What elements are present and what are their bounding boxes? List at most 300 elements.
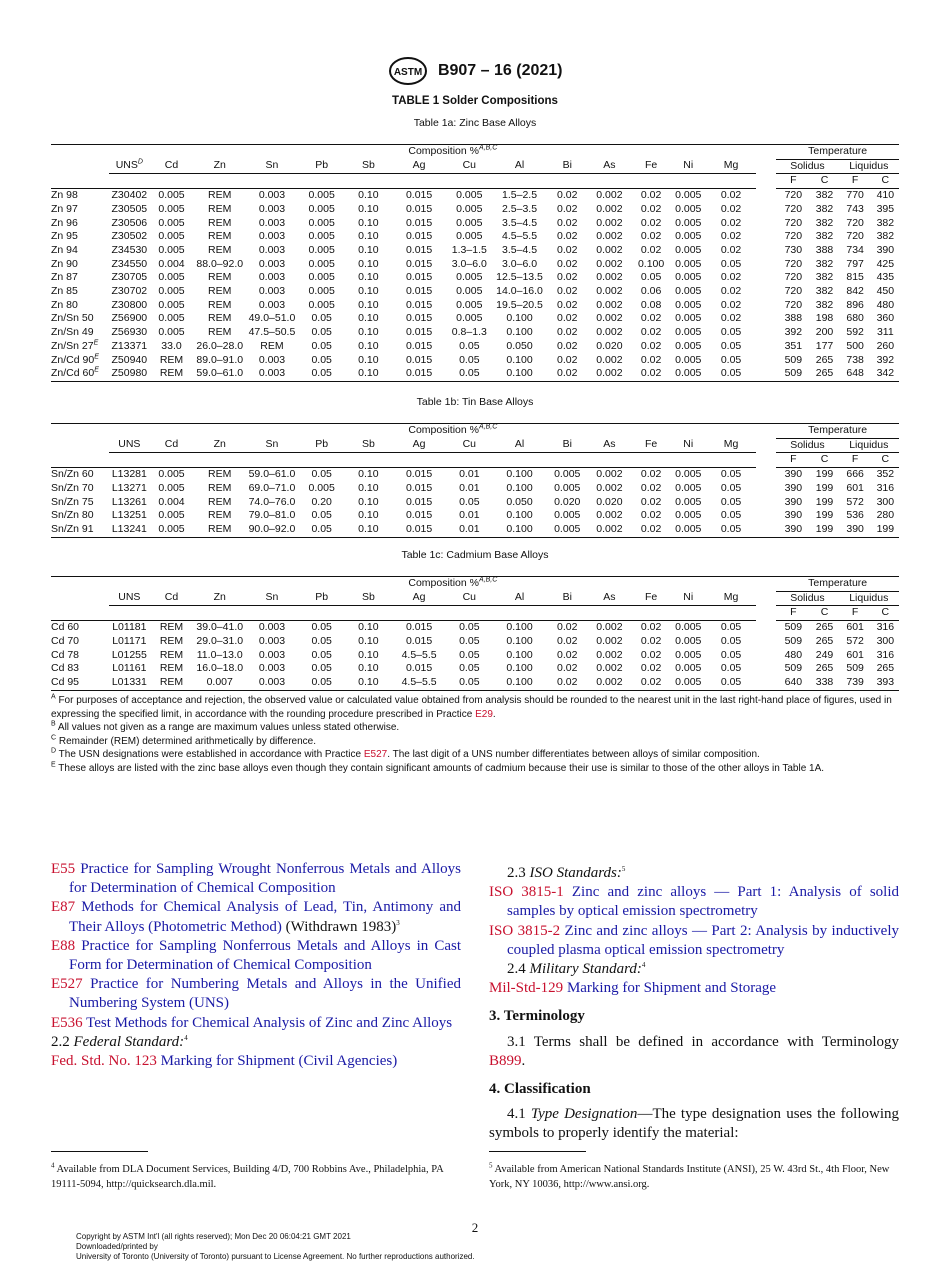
liquidus-header: Liquidus: [839, 438, 899, 453]
temp-cell: 500: [846, 339, 864, 352]
unit-header: C: [810, 453, 838, 468]
table-cell: 0.005: [308, 243, 335, 256]
table-cell: 0.05: [447, 367, 492, 381]
table-cell: 0.005: [675, 339, 702, 352]
table-cell: 26.0–28.0: [196, 339, 244, 352]
table-cell: 0.005: [675, 662, 702, 675]
table-cell: 0.100: [506, 621, 533, 634]
alloy-name: Zn 96: [51, 216, 78, 229]
uns-cell: Z50980: [109, 367, 149, 381]
table-cell: 0.02: [547, 367, 587, 381]
alloy-name: Zn 87: [51, 271, 78, 284]
table-cell: 0.003: [258, 230, 286, 243]
table-cell: 0.10: [358, 230, 379, 243]
table-cell: 0.02: [720, 298, 742, 311]
temperature-header: Temperature: [776, 145, 899, 160]
temp-cell: 734: [846, 243, 864, 256]
reference-e527[interactable]: E527 Practice for Numbering Metals and Alloys in the Unified Numbering System (UNS): [51, 976, 462, 1012]
temp-cell: 300: [876, 634, 895, 647]
temp-cell: 265: [815, 662, 834, 675]
table-cell: 0.002: [596, 243, 623, 256]
table-cell: 0.005: [149, 523, 193, 537]
table-cell: 0.050: [506, 339, 533, 352]
uns-cell: Z34550: [111, 257, 148, 270]
table-cell: 0.10: [358, 509, 379, 522]
page-header: [0, 56, 950, 86]
table-cell: 0.002: [596, 634, 623, 647]
alloy-name: Cd 78: [51, 648, 80, 661]
iso-standards-heading: 2.3 ISO Standards:$^5$: [507, 865, 626, 881]
table-cell: 0.05: [720, 662, 742, 675]
temp-cell: 720: [784, 285, 803, 298]
table-cell: 0.005: [308, 230, 335, 243]
reference-iso-3815-2[interactable]: ISO 3815-2 Zinc and zinc alloys — Part 2: Analysis by inductively coupled plasma optical emission spectrometry: [489, 922, 900, 958]
reference-e536[interactable]: E536 Test Methods for Chemical Analysis of Zinc and Zinc Alloys: [51, 1014, 453, 1031]
table-cell: 0.02: [557, 648, 578, 661]
table-cell: 0.05: [706, 367, 756, 381]
alloy-name: Cd 95: [51, 676, 109, 690]
table-cell: 0.005: [554, 481, 581, 494]
column-header: Ag: [391, 159, 446, 174]
e29-link[interactable]: E29: [475, 708, 493, 720]
unit-header: F: [776, 453, 810, 468]
unit-header: F: [776, 606, 810, 621]
uns-cell: Z30705: [111, 271, 148, 284]
table-cell: 0.05: [706, 676, 756, 690]
table-cell: REM: [208, 468, 232, 481]
temp-cell: 382: [815, 189, 834, 202]
solidus-header: Solidus: [776, 438, 838, 453]
table-cell: 0.002: [596, 648, 623, 661]
temp-cell: 666: [846, 468, 864, 481]
table-cell: 0.02: [640, 353, 662, 366]
table-cell: 0.100: [506, 648, 533, 661]
note-c: $^C$ Remainder (REM) determined arithmetically by difference.: [51, 734, 316, 747]
table-cell: 0.02: [557, 326, 578, 339]
table-cell: 0.02: [640, 230, 662, 243]
document-designation: B907 – 16 (2021): [437, 62, 563, 79]
table-cell: 0.015: [405, 481, 433, 494]
table-cell: 0.02: [557, 298, 578, 311]
alloy-name: Sn/Zn 80: [51, 509, 94, 522]
table-cell: 3.0–6.0: [502, 257, 538, 270]
composition-header: Composition %$^{A,B,C}$: [149, 577, 756, 592]
table-cell: 0.02: [640, 662, 662, 675]
column-header: As: [587, 438, 631, 453]
table-cell: 0.100: [506, 468, 533, 481]
table-row: [51, 523, 899, 537]
temp-cell: 720: [784, 216, 803, 229]
table-cell: 0.005: [675, 621, 702, 634]
table-cell: 0.003: [258, 621, 286, 634]
terminology-heading: 3. Terminology: [489, 1008, 585, 1025]
table-cell: 0.10: [358, 243, 379, 256]
table-cell: 0.005: [671, 367, 706, 381]
table-cell: 0.05: [311, 326, 332, 339]
table-cell: 0.005: [675, 243, 702, 256]
temp-cell: 509: [784, 353, 803, 366]
alloy-name: Sn/Zn 70: [51, 481, 94, 494]
table-cell: 0.003: [246, 676, 298, 690]
table-title: TABLE 1 Solder Compositions: [392, 95, 558, 107]
copyright-notice: Copyright by ASTM Int'l (all rights reserved); Mon Dec 20 06:04:21 GMT 2021 Downloaded/printed by University of Toronto (University of Toronto) pursuant to License Agreement. No further reproductions authorized.: [76, 1232, 475, 1261]
table-cell: 0.015: [405, 216, 433, 229]
table-cell: 0.005: [554, 468, 581, 481]
temp-cell: 842: [846, 285, 864, 298]
table-cell: 0.015: [405, 285, 433, 298]
table-cell: 0.10: [358, 468, 379, 481]
table-cell: 0.003: [258, 353, 286, 366]
column-header: Pb: [298, 591, 345, 606]
column-header: Cd: [149, 438, 193, 453]
table-cell: 0.02: [557, 353, 578, 366]
table-c-title: Table 1c: Cadmium Base Alloys: [401, 549, 549, 561]
solidus-header: Solidus: [776, 591, 838, 606]
alloy-name: Sn/Zn 75: [51, 495, 94, 508]
composition-header: Composition %$^{A,B,C}$: [149, 145, 756, 160]
table-cell: 0.02: [640, 243, 662, 256]
table-cell: REM: [208, 298, 232, 311]
table-cell: 0.02: [720, 243, 742, 256]
table-cell: 14.0–16.0: [496, 285, 543, 298]
alloy-name: Zn 98: [51, 189, 78, 202]
uns-cell: L01181: [112, 621, 147, 634]
note-d: $^D$ The USN designations were established in accordance with Practice E527. The last digit of a UNS number differentiates between alloys of similar composition.: [51, 747, 760, 760]
mil-std-ref[interactable]: Mil-Std-129 Marking for Shipment and Storage: [489, 980, 777, 997]
table-cell: 0.005: [308, 298, 335, 311]
table-cell: 0.015: [405, 326, 433, 339]
table-cell: 0.02: [557, 271, 578, 284]
unit-header: F: [839, 453, 872, 468]
table-cell: REM: [208, 326, 232, 339]
table-cell: 0.02: [557, 621, 578, 634]
table-cell: 0.003: [258, 257, 286, 270]
table-cell: 90.0–92.0: [246, 523, 298, 537]
column-header: Mg: [706, 438, 756, 453]
table-cell: 0.005: [671, 523, 706, 537]
temp-cell: 720: [784, 257, 803, 270]
temp-cell: 509: [784, 621, 803, 634]
table-row: [51, 271, 899, 285]
temp-cell: 390: [784, 468, 803, 481]
table-cell: REM: [208, 481, 232, 494]
table-cell: 0.05: [311, 353, 332, 366]
uns-cell: Z56900: [111, 312, 148, 325]
column-header: Ag: [391, 438, 446, 453]
column-header: Mg: [706, 159, 756, 174]
temperature-header: Temperature: [776, 577, 899, 592]
header-row-1: [51, 145, 899, 160]
table-cell: 0.005: [308, 481, 335, 494]
table-cell: 0.005: [158, 285, 185, 298]
table-cell: 0.005: [308, 189, 335, 202]
table-cell: 0.020: [554, 495, 581, 508]
table-cell: 0.015: [405, 495, 433, 508]
table-cell: 0.10: [358, 621, 379, 634]
temp-cell: 177: [815, 339, 834, 352]
table-cell: 0.01: [447, 523, 492, 537]
table-cell: 0.005: [456, 271, 483, 284]
table-cell: 0.005: [456, 298, 483, 311]
table-cell: 0.015: [405, 621, 433, 634]
table-cell: 0.10: [358, 285, 379, 298]
alloy-name: Sn/Zn 60: [51, 468, 94, 481]
table-cell: 0.05: [720, 634, 742, 647]
table-cell: 0.05: [311, 468, 332, 481]
table-cell: 0.005: [308, 285, 335, 298]
svg-text:ASTM: ASTM: [393, 67, 422, 78]
table-cell: 0.002: [596, 621, 623, 634]
table-cell: 0.02: [640, 468, 662, 481]
table-cell: 0.02: [720, 202, 742, 215]
table-cell: 0.8–1.3: [451, 326, 487, 339]
table-cell: 0.20: [311, 495, 332, 508]
table-cell: 0.05: [447, 676, 492, 690]
table-cell: 0.05: [311, 648, 332, 661]
table-cell: 0.005: [456, 216, 483, 229]
temp-cell: 572: [846, 495, 864, 508]
table-cell: 0.005: [158, 271, 185, 284]
table-cell: REM: [149, 367, 193, 381]
table-cell: 88.0–92.0: [196, 257, 244, 270]
table-cell: 0.005: [158, 326, 185, 339]
temp-cell: 797: [846, 257, 864, 270]
table-cell: 0.005: [158, 189, 185, 202]
temp-cell: 392: [876, 353, 895, 366]
column-header: Fe: [632, 159, 671, 174]
table-cell: 0.05: [720, 621, 742, 634]
table-cell: 0.10: [358, 202, 379, 215]
table-cell: 0.100: [506, 634, 533, 647]
temp-cell: 388: [784, 312, 803, 325]
table-cell: 0.005: [675, 271, 702, 284]
reference-e87[interactable]: E87 Methods for Chemical Analysis of Lead, Tin, Antimony and Their Alloys (Photometric Method) (Withdrawn 1983)$^3$: [51, 899, 461, 935]
table-cell: 39.0–41.0: [196, 621, 244, 634]
temp-cell: 382: [815, 285, 834, 298]
table-cell: 0.005: [308, 216, 335, 229]
table-cell: 0.02: [720, 189, 742, 202]
column-header: Pb: [298, 159, 345, 174]
table-cell: 1.5–2.5: [502, 189, 538, 202]
temp-cell: 390: [776, 523, 810, 537]
table-cell: 0.002: [587, 367, 631, 381]
table-cell: 0.015: [391, 367, 446, 381]
table-cell: 0.005: [675, 312, 702, 325]
classification-text: 4.1 Type Designation—The type designation uses the following symbols to properly identify the material:: [489, 1106, 899, 1142]
table-cell: 0.05: [640, 271, 662, 284]
header-row-3: [51, 174, 899, 189]
column-header: Sn: [246, 438, 298, 453]
table-cell: 0.02: [640, 202, 662, 215]
temp-cell: 730: [784, 243, 803, 256]
unit-header: C: [810, 606, 838, 621]
temp-cell: 509: [784, 634, 803, 647]
unit-header: C: [872, 174, 899, 189]
table-cell: 0.002: [596, 271, 623, 284]
table-cell: 0.003: [258, 648, 286, 661]
column-header: Ni: [671, 438, 706, 453]
table-cell: 0.02: [640, 648, 662, 661]
table-cell: 0.020: [596, 495, 623, 508]
table-row: [51, 635, 899, 649]
table-cell: 0.005: [675, 216, 702, 229]
uns-cell: Z56930: [111, 326, 148, 339]
table-cell: 0.100: [506, 481, 533, 494]
table-cell: 0.002: [596, 230, 623, 243]
temp-cell: 198: [815, 312, 834, 325]
table-cell: 0.005: [675, 285, 702, 298]
temp-cell: 199: [815, 468, 834, 481]
table-cell: 0.05: [298, 676, 345, 690]
temp-cell: 410: [876, 189, 895, 202]
table-cell: 0.100: [506, 509, 533, 522]
temp-cell: 509: [784, 662, 803, 675]
table-cell: 0.02: [640, 312, 662, 325]
table-cell: 4.5–5.5: [391, 676, 446, 690]
table-cell: REM: [159, 621, 184, 634]
table-cell: 0.02: [720, 285, 742, 298]
table-cell: 0.005: [158, 202, 185, 215]
table-cell: 0.02: [640, 634, 662, 647]
header-row-3: [51, 606, 899, 621]
uns-cell: Z30402: [111, 189, 148, 202]
alloy-name: Zn/Sn $27^E$: [51, 339, 99, 352]
column-header: Sb: [345, 438, 391, 453]
table-cell: 11.0–13.0: [196, 648, 243, 661]
column-header: Al: [492, 438, 547, 453]
temp-cell: 382: [876, 216, 895, 229]
table-cell: 0.10: [358, 216, 379, 229]
reference-e55[interactable]: E55 Practice for Sampling Wrought Nonferrous Metals and Alloys for Determination of Chemical Composition: [51, 861, 462, 897]
table-cell: REM: [149, 676, 193, 690]
temp-cell: 680: [846, 312, 864, 325]
table-cell: 0.002: [587, 523, 631, 537]
table-cell: 3.5–4.5: [502, 216, 538, 229]
table-row: [51, 189, 899, 203]
table-cell: REM: [208, 509, 232, 522]
temperature-header: Temperature: [776, 424, 899, 439]
table-cell: 0.005: [456, 312, 483, 325]
temp-cell: 249: [815, 648, 834, 661]
column-header: As: [587, 159, 631, 174]
table-cell: REM: [208, 312, 232, 325]
tin-base-alloys-table: [51, 423, 899, 538]
table-cell: 0.020: [596, 339, 623, 352]
alloy-name: Zn/Sn 50: [51, 312, 94, 325]
table-cell: 0.005: [675, 509, 702, 522]
alloy-name: Zn/Cd $90^E$: [51, 353, 99, 366]
table-cell: 0.005: [158, 230, 185, 243]
temp-cell: 338: [810, 676, 838, 690]
liquidus-header: Liquidus: [839, 591, 899, 606]
federal-standard-heading: 2.2 Federal Standard:$^4$: [51, 1033, 188, 1050]
column-header: As: [587, 591, 631, 606]
table-cell: 0.005: [675, 257, 702, 270]
cadmium-base-alloys-table: [51, 576, 899, 691]
note-a: $^A$ For purposes of acceptance and rejection, the observed value or calculated value obtained from analysis should be rounded to the nearest unit in the last right-hand place of figures, used in expressing the specified limit, in accordance with the rounding procedure prescribed in Practice E29.: [51, 693, 892, 720]
table-cell: 0.02: [557, 285, 578, 298]
table-cell: 0.05: [459, 648, 480, 661]
column-header: Cu: [447, 438, 492, 453]
table-b-title: Table 1b: Tin Base Alloys: [416, 396, 534, 408]
temp-cell: 896: [846, 298, 864, 311]
column-header: Cu: [447, 591, 492, 606]
table-cell: 0.015: [405, 353, 433, 366]
table-cell: 0.02: [640, 621, 662, 634]
table-cell: 0.05: [706, 523, 756, 537]
uns-cell: Z50940: [111, 353, 148, 366]
table-cell: 0.05: [459, 353, 480, 366]
temp-cell: 739: [839, 676, 872, 690]
table-cell: 0.005: [308, 257, 335, 270]
table-cell: 0.005: [158, 312, 185, 325]
table-cell: 0.10: [358, 326, 379, 339]
alloy-name: Zn 85: [51, 285, 78, 298]
table-cell: 0.02: [640, 216, 662, 229]
note-e: $^E$ These alloys are listed with the zinc base alloys even though they contain significant amounts of cadmium because their use is similar to those of the other alloys in Table 1A.: [51, 761, 825, 774]
temp-cell: 300: [876, 495, 895, 508]
table-row: [51, 468, 899, 482]
table-cell: 0.02: [632, 523, 671, 537]
temp-cell: 382: [815, 216, 834, 229]
column-header: Sn: [246, 159, 298, 174]
reference-iso-3815-1[interactable]: ISO 3815-1 Zinc and zinc alloys — Part 1: Analysis of solid samples by optical emission spectrometry: [489, 884, 899, 920]
table-cell: REM: [260, 339, 284, 352]
fed-std-ref[interactable]: Fed. Std. No. 123 Marking for Shipment (Civil Agencies): [51, 1053, 398, 1070]
column-header: Sb: [345, 591, 391, 606]
uns-cell: L01255: [111, 648, 147, 661]
b899-link[interactable]: B899: [489, 1052, 522, 1069]
table-cell: 49.0–51.0: [248, 312, 296, 325]
temp-cell: 352: [876, 468, 895, 481]
table-cell: 29.0–31.0: [196, 634, 244, 647]
column-header: Mg: [706, 591, 756, 606]
temp-cell: 390: [784, 495, 803, 508]
table-cell: 0.05: [720, 495, 742, 508]
table-cell: 0.05: [720, 468, 742, 481]
table-cell: 0.005: [675, 495, 702, 508]
reference-e88[interactable]: E88 Practice for Sampling Nonferrous Metals and Alloys in Cast Form for Determination of Chemical Composition: [51, 937, 462, 974]
temp-cell: 720: [846, 216, 864, 229]
table-cell: 0.06: [640, 285, 662, 298]
alloy-name: Zn/Cd $60^E$: [51, 367, 109, 381]
alloy-name: Zn 97: [51, 202, 78, 215]
table-cell: 0.015: [405, 271, 433, 284]
liquidus-header: Liquidus: [839, 159, 899, 174]
table-row: [51, 203, 899, 217]
uns-cell: Z30505: [111, 202, 148, 215]
temp-cell: 648: [839, 367, 872, 381]
left-column: [51, 860, 461, 1071]
table-cell: 0.005: [675, 298, 702, 311]
alloy-name: Zn/Sn 49: [51, 326, 94, 339]
column-header: Al: [492, 159, 547, 174]
table-cell: 0.002: [596, 285, 623, 298]
temp-cell: 342: [872, 367, 899, 381]
table-row: [51, 482, 899, 496]
table-cell: 0.005: [456, 202, 483, 215]
uns-cell: Z13371: [111, 339, 148, 352]
table-cell: 0.05: [459, 621, 480, 634]
table-cell: 0.015: [391, 523, 446, 537]
e527-link[interactable]: E527: [363, 749, 388, 760]
uns-cell: L13241: [109, 523, 149, 537]
unit-header: C: [810, 174, 838, 189]
table-cell: 0.02: [640, 495, 662, 508]
column-header: Fe: [632, 438, 671, 453]
uns-cell: L13281: [111, 468, 147, 481]
table-cell: 59.0–61.0: [248, 468, 296, 481]
